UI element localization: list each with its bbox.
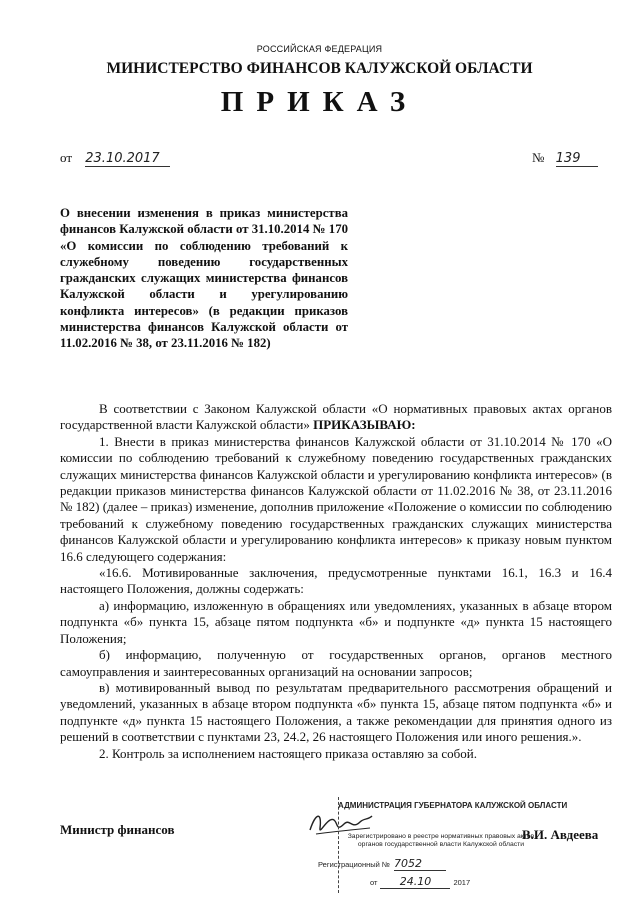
- stamp-registry-text: Зарегистрировано в реестре нормативных правовых актов органов государственной власти Калужской области: [347, 833, 535, 848]
- federation-label: РОССИЙСКАЯ ФЕДЕРАЦИЯ: [256, 44, 383, 54]
- stamp-reg-label: Регистрационный №: [318, 860, 390, 869]
- stamp-date-prefix: от: [370, 878, 378, 887]
- paragraph-16-6: «16.6. Мотивированные заключения, предусмотренные пунктами 16.1, 16.3 и 16.4 настоящего Положения, должны содержать:: [60, 565, 612, 597]
- stamp-registration-number: [318, 857, 446, 871]
- stamp-authority: АДМИНИСТРАЦИЯ ГУБЕРНАТОРА КАЛУЖСКОЙ ОБЛАСТИ: [338, 801, 568, 810]
- stamp-reg-value: 7052: [394, 857, 446, 871]
- paragraph-1: 1. Внести в приказ министерства финансов Калужской области от 31.10.2014 № 170 «О комиссии по соблюдению требований к служебному поведению государственных гражданских служащих министерства финансов Калужской области и урегулированию конфликта интересов» (в редакции приказов министерства финансов Калужской области от 11.02.2016 № 38, от 23.11.2016 № 182) (далее – приказ) изменение, дополнив приложение «Положение о комиссии по соблюдению требований к служебному поведению государственных гражданских служащих министерства финансов Калужской области и урегулированию конфликта интересов» к приказу новым пунктом 16.6 следующего содержания:: [60, 433, 612, 564]
- date-value: 23.10.2017: [85, 151, 170, 167]
- stamp-border: [338, 797, 340, 893]
- date-prefix: от: [60, 150, 73, 165]
- paragraph-2: 2. Контроль за исполнением настоящего приказа оставляю за собой.: [99, 745, 477, 761]
- order-keyword: ПРИКАЗЫВАЮ:: [313, 417, 416, 433]
- stamp-year: 2017: [453, 878, 471, 887]
- paragraph-b: б) информацию, полученную от государственных органов, органов местного самоуправления и заинтересованных организаций на основании запросов;: [60, 647, 612, 679]
- signer-name: В.И. Авдеева: [522, 827, 599, 842]
- paragraph-a: а) информацию, изложенную в обращениях или уведомлениях, указанных в абзаце втором подпункта «б» пункта 15, абзаце пятом подпункта «б» и подпункте «д» пункта 15 настоящего Положения;: [60, 597, 612, 646]
- number-prefix: №: [532, 150, 545, 165]
- paragraph-preamble: [60, 401, 612, 434]
- paragraph-v: в) мотивированный вывод по результатам предварительного рассмотрения обращений и уведомлений, указанных в абзаце втором подпункта «б» пункта 15, абзаце пятом подпункта «б» и подпункте «д» пункта 15 настоящего Положения, а также рекомендации для принятия одного из решений в соответствии с пунктами 23, 24.2, 26 настоящего Положения или иного решения.».: [60, 679, 612, 745]
- signer-role: Министр финансов: [60, 822, 175, 837]
- number-value: 139: [556, 151, 598, 167]
- document-subject: О внесении изменения в приказ министерства финансов Калужской области от 31.10.2014 № 170 «О комиссии по соблюдению требований к служебному поведению государственных гражданских служащих министерства финансов Калужской области и урегулированию конфликта интересов» (в редакции приказов министерства финансов Калужской области от 11.02.2016 № 38, от 23.11.2016 № 182): [60, 206, 348, 351]
- document-number: [532, 150, 598, 167]
- stamp-date: [370, 875, 470, 889]
- document-body: [60, 401, 612, 762]
- document-title: ПРИКАЗ: [220, 86, 419, 118]
- preamble-text: В соответствии с Законом Калужской области «О нормативных правовых актах органов государственной власти Калужской области»: [60, 401, 612, 433]
- ministry-name: МИНИСТЕРСТВО ФИНАНСОВ КАЛУЖСКОЙ ОБЛАСТИ: [106, 60, 533, 77]
- stamp-date-value: 24.10: [380, 875, 450, 889]
- document-date: [60, 150, 170, 167]
